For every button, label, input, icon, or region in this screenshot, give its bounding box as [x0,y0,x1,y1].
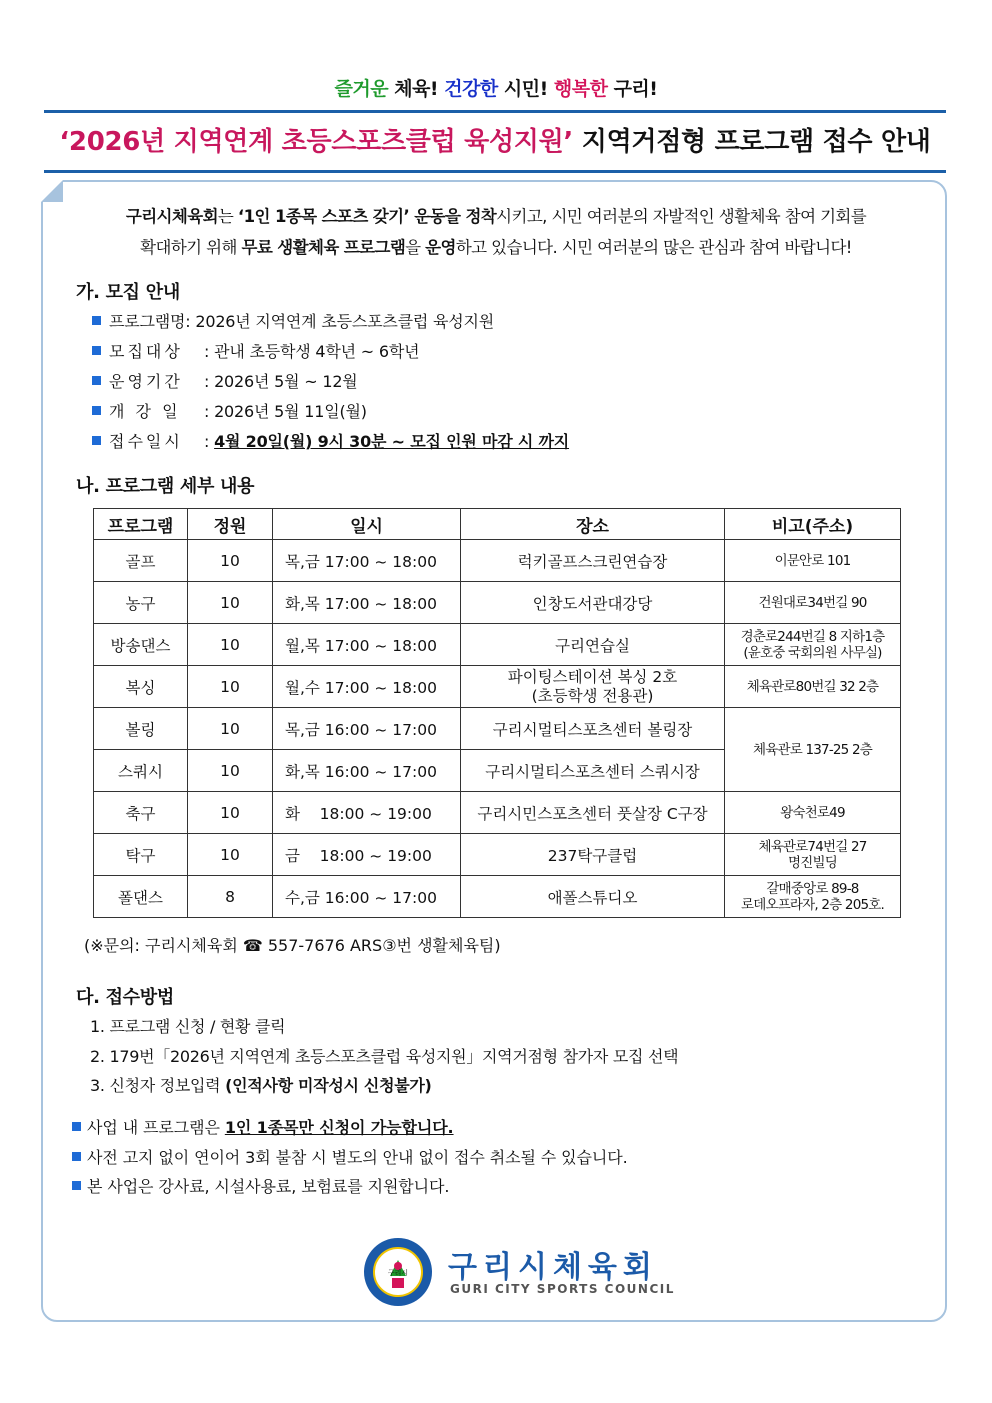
intro-operate: 운영 [425,238,456,257]
step-1: 1. 프로그램 신청 / 현황 클릭 [90,1017,286,1036]
square-bullet-icon [92,316,101,325]
cell-capacity: 10 [188,708,273,750]
cell-program: 볼링 [94,708,188,750]
table-row [94,624,901,666]
cell-address [725,876,901,918]
cell-address [725,624,901,666]
intro-text-5: 하고 있습니다. 시민 여러분의 많은 관심과 참여 바랍니다! [455,238,852,257]
table-row [94,540,901,582]
column-header: 장소 [461,509,725,540]
slogan-word-6: 구리! [607,78,658,100]
logo-korean-name: 구리시체육회 [448,1250,658,1285]
recruit-item-program [92,309,494,332]
cell-capacity: 10 [188,582,273,624]
cell-place: 237탁구클럽 [461,834,725,876]
recruit-item-value: : [204,432,215,451]
table-row [94,792,901,834]
cell-place: 인창도서관대강당 [461,582,725,624]
cell-time: 화,목 16:00 ~ 17:00 [273,750,461,792]
table-row [94,582,901,624]
cell-time: 수,금 16:00 ~ 17:00 [273,876,461,918]
column-header: 프로그램 [94,509,188,540]
cell-capacity: 10 [188,540,273,582]
address-line-2: (윤호중 국회의원 사무실) [743,644,882,661]
cell-address: 이문안로 101 [725,540,901,582]
notice-2 [72,1145,628,1168]
card-folded-corner [41,180,63,202]
cell-address [725,834,901,876]
intro-text-2: 시키고, 시민 여러분의 자발적인 생활체육 참여 기회를 [496,207,867,226]
table-row [94,834,901,876]
notice-1 [72,1115,454,1138]
notice-3 [72,1174,449,1197]
square-bullet-icon [92,376,101,385]
square-bullet-icon [72,1152,81,1161]
cell-place: 애폴스튜디오 [461,876,725,918]
slogan-word-1: 즐거운 [334,78,389,100]
column-header: 정원 [188,509,273,540]
cell-time: 목,금 17:00 ~ 18:00 [273,540,461,582]
square-bullet-icon [92,406,101,415]
cell-address: 체육관로80번길 32 2층 [725,666,901,708]
address-line-1: 체육관로74번길 27 [758,838,867,855]
step-3-warning: (인적사항 미작성시 신청불가) [225,1076,432,1095]
cell-place: 구리시민스포츠센터 풋살장 C구장 [461,792,725,834]
table-row [94,666,901,708]
cell-time: 목,금 16:00 ~ 17:00 [273,708,461,750]
column-header: 일시 [273,509,461,540]
slogan [0,74,992,101]
table-row [94,876,901,918]
recruit-item-label: 모집대상 [109,342,183,361]
step-3 [90,1073,432,1096]
address-line-2: 로데오프라자, 2층 205호. [740,896,885,913]
cell-program: 농구 [94,582,188,624]
recruit-item-application [92,429,569,452]
cell-capacity: 8 [188,876,273,918]
square-bullet-icon [92,346,101,355]
cell-place: 구리연습실 [461,624,725,666]
application-period: 4월 20일(월) 9시 30분 ~ 모집 인원 마감 시 까지 [214,432,570,451]
cell-address: 왕숙천로49 [725,792,901,834]
intro-free-program: 무료 생활체육 프로그램 [241,238,406,257]
slogan-word-5: 행복한 [553,78,608,100]
notice-text: 사전 고지 없이 연이어 3회 불참 시 별도의 안내 없이 접수 취소될 수 있습니다. [87,1148,628,1167]
cell-program: 방송댄스 [94,624,188,666]
table-header-row [94,509,901,540]
square-bullet-icon [72,1181,81,1190]
cell-time: 월,목 17:00 ~ 18:00 [273,624,461,666]
intro-campaign: ‘1인 1종목 스포츠 갖기’ 운동을 정착 [237,207,497,226]
recruit-item-value: : 2026년 5월 11일(월) [204,402,367,421]
page-title [44,121,946,158]
recruit-item-value: : 2026년 5월 ~ 12월 [204,372,358,391]
intro-text-1: 는 [217,207,238,226]
square-bullet-icon [92,436,101,445]
intro-text-4: 을 [405,238,426,257]
intro-text-3: 확대하기 위해 [140,238,242,257]
place-line-2: (초등학생 전용관) [531,686,654,705]
slogan-word-2: 체육! [388,78,445,100]
cell-capacity: 10 [188,666,273,708]
page-title-rest: 지역거점형 프로그램 접수 안내 [573,127,931,157]
step-3-text: 3. 신청자 정보입력 [90,1076,226,1095]
emblem-text: 구리시 [387,1269,409,1277]
cell-program: 폴댄스 [94,876,188,918]
cell-time: 월,수 17:00 ~ 18:00 [273,666,461,708]
place-line-1: 파이팅스테이션 복싱 2호 [507,667,678,686]
cell-program: 탁구 [94,834,188,876]
notice-emphasis: 1인 1종목만 신청이 가능합니다. [224,1118,454,1137]
notice-text: 본 사업은 강사료, 시설사용료, 보험료를 지원합니다. [87,1177,450,1196]
logo-english-name: GURI CITY SPORTS COUNCIL [450,1282,675,1296]
slogan-word-3: 건강한 [444,78,498,100]
cell-program: 스쿼시 [94,750,188,792]
intro-paragraph [60,201,932,263]
table-row [94,708,901,750]
section-c-heading: 다. 접수방법 [76,987,174,1008]
recruit-item-text: 프로그램명: 2026년 지역연계 초등스포츠클럽 육성지원 [109,312,495,331]
guri-sports-council-logo [360,1236,675,1308]
address-line-1: 경춘로244번길 8 지하1층 [740,628,885,645]
cell-capacity: 10 [188,624,273,666]
page-title-highlight: ‘2026년 지역연계 초등스포츠클럽 육성지원’ [59,127,573,157]
emblem-icon [360,1236,440,1308]
address-line-1: 갈매중앙로 89-8 [766,880,859,897]
cell-capacity: 10 [188,834,273,876]
cell-program: 축구 [94,792,188,834]
slogan-word-4: 시민! [497,78,554,100]
section-a-heading: 가. 모집 안내 [76,282,180,303]
cell-time: 금 18:00 ~ 19:00 [273,834,461,876]
recruit-item-period [92,369,358,392]
recruit-item-label: 접수일시 [109,432,183,451]
recruit-item-value: : 관내 초등학생 4학년 ~ 6학년 [204,342,420,361]
square-bullet-icon [72,1122,81,1131]
program-table [93,508,901,918]
recruit-item-opening [92,399,367,422]
cell-time: 화,목 17:00 ~ 18:00 [273,582,461,624]
cell-time: 화 18:00 ~ 19:00 [273,792,461,834]
section-b-heading: 나. 프로그램 세부 내용 [76,476,255,497]
cell-address: 체육관로 137-25 2층 [725,708,901,792]
column-header: 비고(주소) [725,509,901,540]
cell-address: 건원대로34번길 90 [725,582,901,624]
cell-place [461,666,725,708]
recruit-item-label: 운영기간 [109,372,183,391]
recruit-item-target [92,339,419,362]
recruit-item-label: 개 강 일 [109,402,181,421]
cell-program: 골프 [94,540,188,582]
inquiry-note: (※문의: 구리시체육회 ☎ 557-7676 ARS③번 생활체육팀) [84,936,501,955]
page-title-bar [44,110,946,173]
cell-capacity: 10 [188,750,273,792]
cell-capacity: 10 [188,792,273,834]
notice-text: 사업 내 프로그램은 [87,1118,225,1137]
cell-place: 럭키골프스크린연습장 [461,540,725,582]
step-2: 2. 179번「2026년 지역연계 초등스포츠클럽 육성지원」지역거점형 참가자 모집 선택 [90,1047,679,1066]
cell-place: 구리시멀티스포츠센터 스쿼시장 [461,750,725,792]
intro-org: 구리시체육회 [125,207,218,226]
cell-place: 구리시멀티스포츠센터 볼링장 [461,708,725,750]
address-line-2: 명진빌딩 [788,854,837,871]
cell-program: 복싱 [94,666,188,708]
